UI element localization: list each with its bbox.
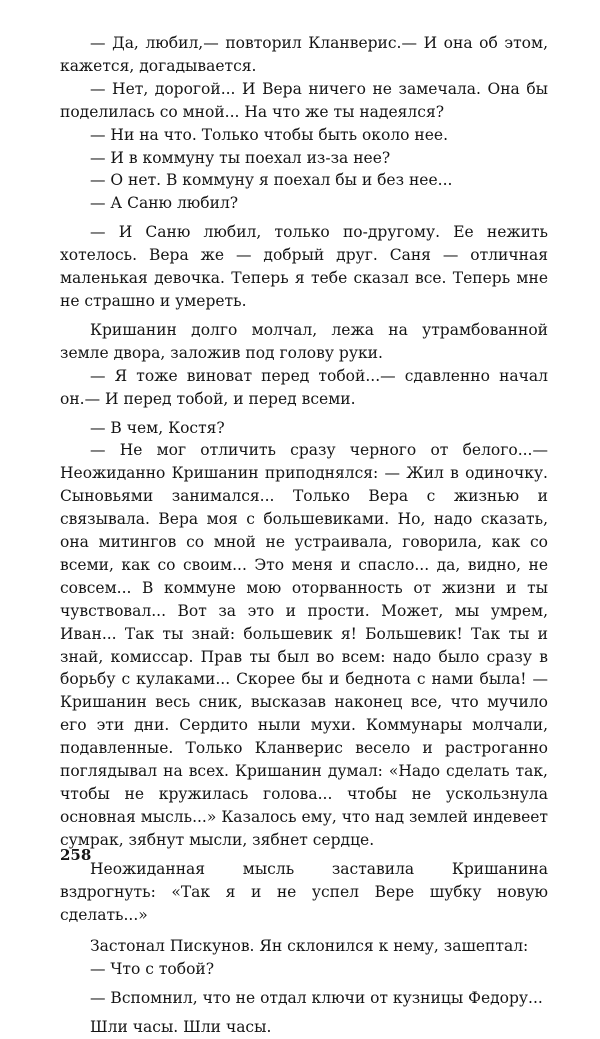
paragraph-10: — В чем, Костя? [90, 418, 225, 437]
book-page-text [60, 32, 548, 1039]
paragraph-1: — Да, любил,— повторил Кланверис.— И она об этом, кажется, догадывается. [60, 34, 548, 75]
paragraph-12: Неожиданная мысль заставила Кришанина вздрогнуть: «Так я и не успел Вере шубку новую сделать...» [60, 859, 548, 924]
paragraph-13: Застонал Пискунов. Ян склонился к нему, зашептал: [90, 937, 529, 956]
paragraph-5: — О нет. В коммуну я поехал бы и без нее... [90, 171, 453, 190]
paragraph-11: — Не мог отличить сразу черного от белого...— Неожиданно Кришанин приподнялся: — Жил в одиночку. Сыновьями занимался... Только Вера с жизнью и связывала. Вера моя с большевиками. Но, надо сказать, она митингов со мной не устраивала, говорила, как со всеми, как со своим... Это меня и спасло... да, видно, не совсем... В коммуне мою оторванность от жизни и ты чувствовал... Вот за это и прости. Может, мы умрем, Иван... Так ты знай: большевик я! Большевик! Так ты и знай, комиссар. Прав ты был во всем: надо было сразу в борьбу с кулаками... Скорее бы и беднота с нами была! — Кришанин весь сник, высказав наконец все, что мучило его эти дни. Сердито ныли мухи. Коммунары молчали, подавленные. Только Кланверис весело и растроганно поглядывал на всех. Кришанин думал: «Надо сделать так, чтобы не кружилась голова... чтобы не ускользнула основная мысль...» Казалось ему, что над землей индевеет сумрак, зябнут мысли, зябнет сердце. [60, 441, 548, 849]
paragraph-4: — И в коммуну ты поехал из-за нее? [90, 148, 391, 167]
paragraph-6: — А Саню любил? [90, 194, 239, 213]
paragraph-8: Кришанин долго молчал, лежа на утрамбованной земле двора, заложив под голову руки. [60, 320, 548, 362]
paragraph-14: — Что с тобой? [90, 960, 215, 979]
paragraph-7: — И Саню любил, только по-другому. Ее нежить хотелось. Вера же — добрый друг. Саня — отличная маленькая девочка. Теперь я тебе сказал все. Теперь мне не страшно и умереть. [60, 223, 548, 310]
paragraph-16: Шли часы. Шли часы. [90, 1018, 272, 1037]
paragraph-3: — Ни на что. Только чтобы быть около нее. [90, 125, 449, 144]
page-number: 258 [60, 846, 92, 864]
paragraph-15: — Вспомнил, что не отдал ключи от кузницы Федору... [90, 989, 543, 1008]
paragraph-9: — Я тоже виноват перед тобой...— сдавленно начал он.— И перед тобой, и перед всеми. [60, 366, 548, 408]
paragraph-2: — Нет, дорогой... И Вера ничего не замечала. Она бы поделилась со мной... На что же ты надеялся? [60, 79, 548, 121]
